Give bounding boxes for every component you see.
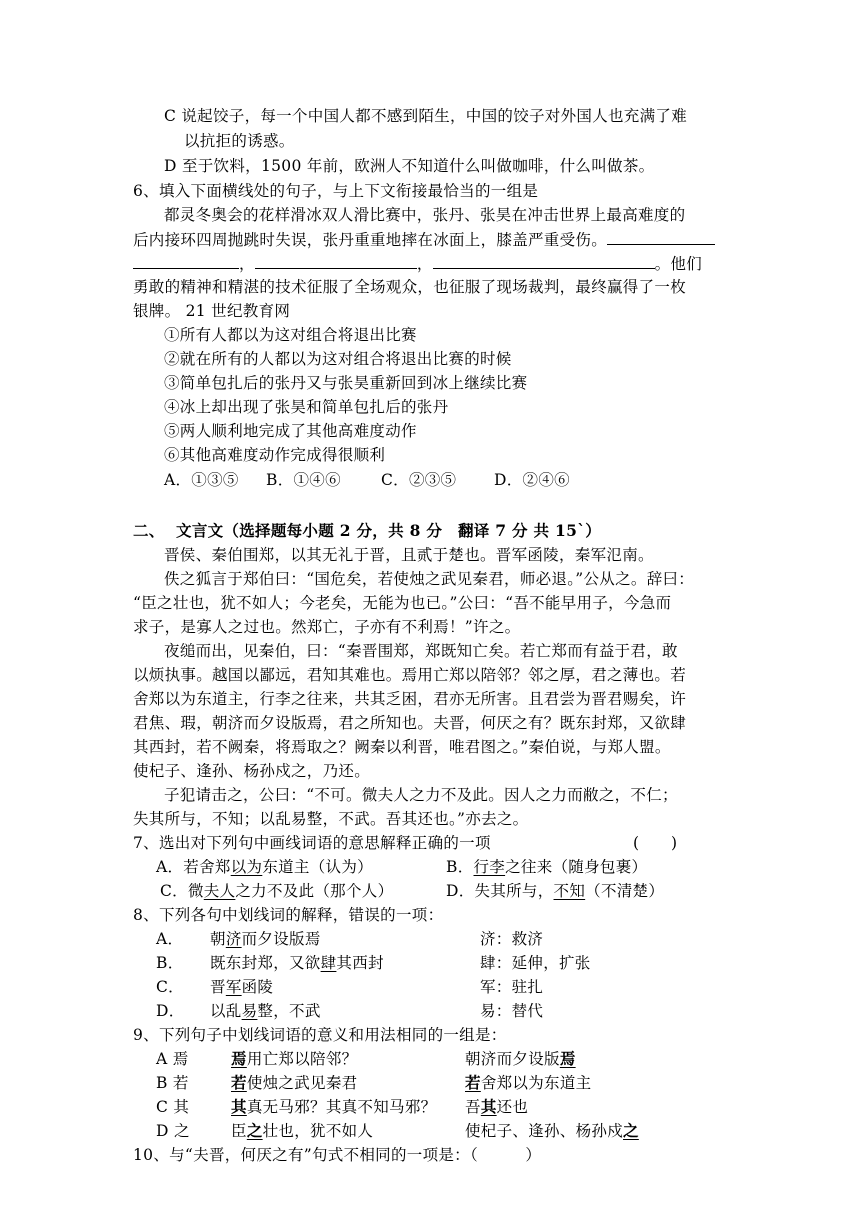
q9-sentence-2 — [465, 1072, 591, 1094]
q7-option-d[interactable] — [446, 880, 664, 902]
option-text: 晋 — [210, 978, 226, 996]
q6-choice-b[interactable]: B．①④⑥ — [266, 471, 341, 489]
underlined-word: 焉 — [231, 1049, 247, 1068]
q8-option-sentence — [210, 928, 321, 950]
q10-stem: 10、与“夫晋，何厌之有”句式不相同的一项是：（ ） — [133, 1146, 542, 1164]
q8-option-label[interactable]: A． — [156, 930, 184, 948]
option-text: 之往来（随身包裹） — [505, 858, 648, 876]
underlined-word: 若 — [231, 1073, 247, 1092]
q6-item-2: ②就在所有的人都以为这对组合将退出比赛的时候 — [164, 350, 512, 368]
option-text: B． — [446, 858, 474, 876]
q8-option-sentence — [210, 952, 384, 974]
q6-stem: 6、填入下面横线处的句子，与上下文衔接最恰当的一组是 — [133, 182, 539, 200]
q8-stem: 8、下列各句中划线词的解释，错误的一项： — [133, 906, 444, 924]
option-text: 舍郑以为东道主 — [480, 1074, 592, 1092]
q6-item-4: ④冰上却出现了张昊和简单包扎后的张丹 — [164, 398, 449, 416]
q6-item-1: ①所有人都以为这对组合将退出比赛 — [164, 326, 417, 344]
fill-blank[interactable] — [133, 252, 239, 269]
q9-option-label[interactable]: A 焉 — [156, 1050, 189, 1068]
q9-sentence-2 — [465, 1048, 576, 1070]
q6-choice-d[interactable]: D．②④⑥ — [494, 471, 570, 489]
passage-line: 以烦执事。越国以鄙远，君知其难也。焉用亡郑以陪邻？邻之厚，君之薄也。若 — [133, 666, 687, 684]
passage-line: 子犯请击之，公曰：“不可。微夫人之力不及此。因人之力而敝之，不仁； — [164, 786, 678, 804]
comma: ， — [416, 255, 433, 273]
q9-sentence-2 — [465, 1120, 639, 1142]
passage-line: 晋侯、秦伯围郑，以其无礼于晋，且贰于楚也。晋军函陵，秦军氾南。 — [164, 546, 654, 564]
section-heading — [133, 520, 601, 542]
underlined-word: 易 — [241, 1002, 258, 1020]
underlined-word: 行李 — [473, 858, 506, 876]
q6-blank-line — [133, 252, 702, 275]
q8-option-gloss: 易：替代 — [480, 1002, 544, 1020]
underlined-word: 不知 — [553, 882, 586, 900]
option-text: 真无马邪？其真不知马邪？ — [246, 1098, 437, 1116]
underlined-word: 其 — [231, 1097, 247, 1116]
underlined-word: 之 — [246, 1121, 263, 1140]
option-text: 其西封 — [336, 954, 384, 972]
q9-stem: 9、下列句子中划线词语的意义和用法相同的一组是： — [133, 1026, 507, 1044]
q6-passage-line — [133, 228, 715, 251]
underlined-word: 军 — [225, 978, 242, 996]
q6-passage-line: 都灵冬奥会的花样滑冰双人滑比赛中，张丹、张昊在冲击世界上最高难度的 — [164, 206, 686, 224]
section-title: 文言文（选择题每小题 2 分，共 8 分 翻译 7 分 共 15`） — [176, 521, 602, 540]
comma: ， — [239, 255, 255, 273]
q5-option-d: D 至于饮料，1500 年前，欧洲人不知道什么叫做咖啡，什么叫做茶。 — [164, 157, 655, 175]
q6-choice-c[interactable]: C．②③⑤ — [381, 471, 457, 489]
passage-line: 舍郑以为东道主，行李之往来，共其乏困，君亦无所害。且君尝为晋君赐矣，许 — [133, 690, 687, 708]
q9-sentence-1 — [231, 1120, 373, 1142]
option-text: C．微 — [160, 882, 204, 900]
option-text: 吾 — [465, 1098, 481, 1116]
option-text: 用亡郑以陪邻？ — [246, 1050, 358, 1068]
q8-option-label[interactable]: B． — [156, 954, 184, 972]
underlined-word: 济 — [225, 930, 242, 948]
option-text: 东道主（认为） — [262, 858, 373, 876]
option-text: A．若舍郑 — [156, 858, 231, 876]
q5-option-c: C 说起饺子，每一个中国人都不感到陌生，中国的饺子对外国人也充满了难 — [164, 107, 687, 125]
q8-option-gloss: 军：驻扎 — [480, 978, 544, 996]
passage-line: 失其所与，不知；以乱易整，不武。吾其还也。”亦去之。 — [133, 810, 529, 828]
passage-line: 佚之狐言于郑伯曰：“国危矣，若使烛之武见秦君，师必退。”公从之。辞曰： — [164, 570, 695, 588]
q6-passage-line: 勇敢的精神和精湛的技术征服了全场观众，也征服了现场裁判，最终赢得了一枚 — [133, 278, 687, 296]
option-text: 函陵 — [241, 978, 274, 996]
underlined-word: 夫人 — [203, 882, 236, 900]
underlined-word: 肆 — [320, 954, 337, 972]
q9-sentence-1 — [231, 1048, 357, 1070]
option-text: D．失其所与， — [446, 882, 554, 900]
underlined-word: 焉 — [559, 1049, 576, 1068]
option-text: 还也 — [496, 1098, 529, 1116]
option-text: 臣 — [231, 1122, 247, 1140]
passage-line: 其西封，若不阙秦，将焉取之？阙秦以利晋，唯君图之。”秦伯说，与郑人盟。 — [133, 738, 671, 756]
option-text: 以乱 — [210, 1002, 242, 1020]
q7-option-a[interactable] — [156, 856, 373, 878]
option-text: 使烛之武见秦君 — [246, 1074, 358, 1092]
fill-blank[interactable] — [433, 252, 655, 269]
underlined-word: 以为 — [230, 858, 263, 876]
answer-paren[interactable]: ( ) — [633, 834, 678, 852]
q9-sentence-2 — [465, 1096, 528, 1118]
q8-option-sentence — [210, 976, 273, 998]
passage-line: 使杞子、逢孙、杨孙戍之，乃还。 — [133, 762, 371, 780]
q9-sentence-1 — [231, 1072, 357, 1094]
option-text: 而夕设版焉 — [241, 930, 321, 948]
passage-line: 求子，是寡人之过也。然郑亡，子亦有不利焉！”许之。 — [133, 618, 521, 636]
option-text: 朝 — [210, 930, 226, 948]
q6-passage-text: 。他们 — [654, 255, 703, 273]
q8-option-gloss: 济：救济 — [480, 930, 544, 948]
option-text: 之力不及此（那个人） — [235, 882, 394, 900]
q8-option-gloss: 肆：延伸，扩张 — [480, 954, 591, 972]
option-text: 朝济而夕设版 — [465, 1050, 560, 1068]
option-text: 使杞子、逢孙、杨孙戍 — [465, 1122, 624, 1140]
q5-option-c-cont: 以抗拒的诱惑。 — [184, 132, 295, 150]
q7-stem: 7、选出对下列句中画线词语的意思解释正确的一项 — [133, 834, 491, 852]
q6-item-3: ③简单包扎后的张丹又与张昊重新回到冰上继续比赛 — [164, 374, 528, 392]
q8-option-label[interactable]: D． — [156, 1002, 185, 1020]
q7-option-b[interactable] — [446, 856, 647, 878]
q6-item-5: ⑤两人顺利地完成了其他高难度动作 — [164, 422, 417, 440]
q9-option-label[interactable]: D 之 — [156, 1122, 190, 1140]
option-text: 整，不武 — [257, 1002, 321, 1020]
q7-option-c[interactable] — [160, 880, 393, 902]
q6-item-6: ⑥其他高难度动作完成得很顺利 — [164, 446, 386, 464]
q9-option-label[interactable]: B 若 — [156, 1074, 189, 1092]
passage-line: 君焦、瑕，朝济而夕设版焉，君之所知也。夫晋，何厌之有？既东封郑，又欲肆 — [133, 714, 687, 732]
q9-option-label[interactable]: C 其 — [156, 1098, 190, 1116]
option-text: 既东封郑，又欲 — [210, 954, 321, 972]
fill-blank[interactable] — [607, 228, 715, 245]
option-text: 壮也，犹不如人 — [262, 1122, 374, 1140]
q8-option-label[interactable]: C． — [156, 978, 184, 996]
underlined-word: 之 — [623, 1121, 639, 1140]
q6-passage-text: 后内接环四周抛跳时失误，张丹重重地摔在冰面上，膝盖严重受伤。 — [133, 231, 608, 249]
q9-sentence-1 — [231, 1096, 436, 1118]
fill-blank[interactable] — [255, 252, 417, 269]
passage-line: “臣之壮也，犹不如人；今老矣，无能为也已。”公曰：“吾不能早用子，今急而 — [133, 594, 672, 612]
section-number: 二、 — [133, 521, 165, 540]
q6-passage-line: 银牌。 21 世纪教育网 — [133, 302, 291, 320]
q8-option-sentence — [210, 1000, 321, 1022]
underlined-word: 若 — [465, 1073, 481, 1092]
passage-line: 夜缒而出，见秦伯，曰：“秦晋围郑，郑既知亡矣。若亡郑而有益于君，敢 — [164, 642, 678, 660]
option-text: （不清楚） — [585, 882, 665, 900]
q6-choice-a[interactable]: A．①③⑤ — [164, 471, 239, 489]
underlined-word: 其 — [480, 1097, 497, 1116]
